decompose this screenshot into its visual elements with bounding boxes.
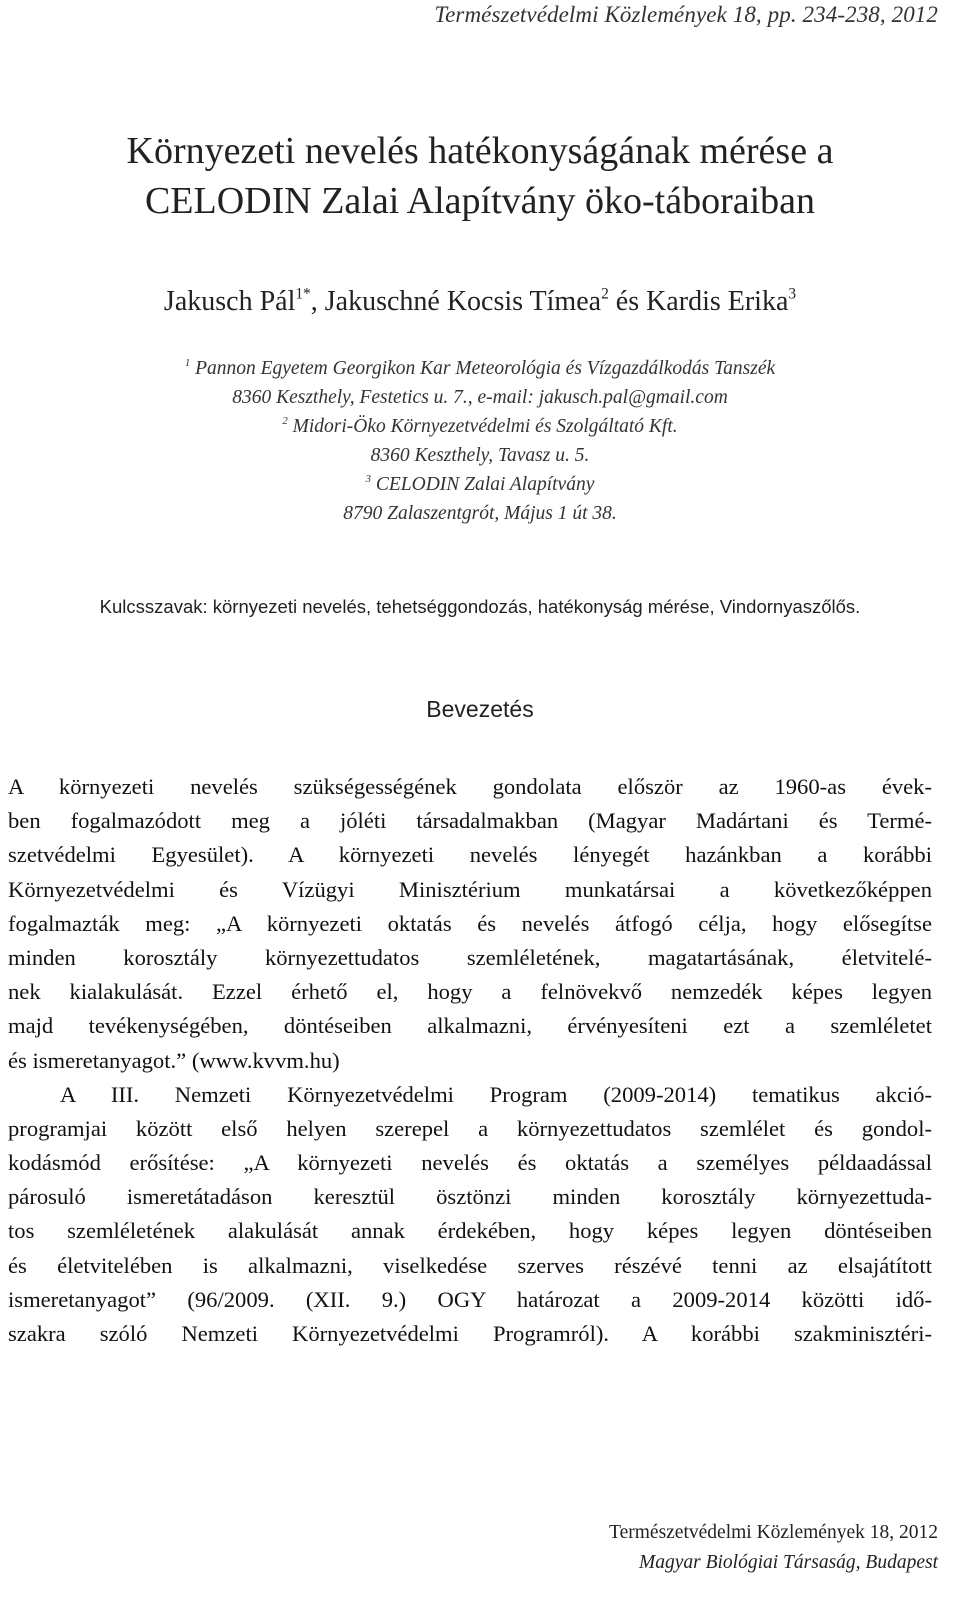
page-footer bbox=[609, 1518, 938, 1578]
footer-publisher: Magyar Biológiai Társaság, Budapest bbox=[638, 1552, 938, 1573]
body-line: ben fogalmazódott meg a jóléti társadalmakban (Magyar Madártani és Termé- bbox=[8, 808, 932, 834]
author-list bbox=[0, 286, 960, 318]
body-line: kodásmód erősítése: „A környezeti nevelés és oktatás a személyes példaadással bbox=[8, 1150, 932, 1176]
body-line: programjai között első helyen szerepel a környezettudatos szemlélet és gondol- bbox=[8, 1115, 932, 1141]
body-line: szakra szóló Nemzeti Környezetvédelmi Programról). A korábbi szakminisztéri- bbox=[8, 1321, 932, 1346]
author-name: Jakusch Pál bbox=[163, 286, 296, 317]
keywords: Kulcsszavak: környezeti nevelés, tehetséggondozás, hatékonyság mérése, Vindornyaszőlős. bbox=[99, 596, 861, 617]
paper-title bbox=[0, 126, 960, 226]
affiliation-line: $^3$ CELODIN Zalai Alapítvány bbox=[365, 472, 595, 495]
body-line: Környezetvédelmi és Vízügyi Minisztérium munkatársai a következőképpen bbox=[8, 876, 932, 902]
affiliation-line: 8360 Keszthely, Tavasz u. 5. bbox=[370, 445, 590, 466]
body-paragraphs bbox=[8, 770, 932, 1351]
body-line: nek kialakulását. Ezzel érhető el, hogy a felnövekvő nemzedék képes legyen bbox=[8, 979, 932, 1005]
body-line: minden korosztály környezettudatos szemléletének, magatartásának, életvitelé- bbox=[8, 944, 932, 970]
affiliations bbox=[0, 354, 960, 528]
body-line: tos szemléletének alakulását annak érdekében, hogy képes legyen döntéseiben bbox=[8, 1218, 932, 1244]
affiliation-line: 8360 Keszthely, Festetics u. 7., e-mail: jakusch.pal@gmail.com bbox=[232, 387, 728, 408]
affiliation-line: 8790 Zalaszentgrót, Május 1 út 38. bbox=[343, 503, 617, 524]
affiliation-line: $^2$ Midori-Öko Környezetvédelmi és Szolgáltató Kft. bbox=[282, 414, 678, 437]
footer-journal: Természetvédelmi Közlemények 18, 2012 bbox=[609, 1522, 938, 1543]
author-affiliation-mark: 2 bbox=[601, 285, 609, 303]
author-affiliation-mark: 1* bbox=[295, 285, 311, 303]
body-line: szetvédelmi Egyesület). A környezeti nevelés lényegét hazánkban a korábbi bbox=[8, 842, 932, 868]
body-line: párosuló ismeretátadáson keresztül ösztönzi minden korosztály környezettuda- bbox=[8, 1184, 932, 1210]
body-line: majd tevékenységében, döntéseiben alkalmazni, érvényesíteni ezt a szemléletet bbox=[8, 1013, 932, 1039]
title-line: CELODIN Zalai Alapítvány öko-táboraiban bbox=[144, 180, 816, 222]
body-line: és ismeretanyagot.” (www.kvvm.hu) bbox=[8, 1047, 340, 1073]
journal-header: Természetvédelmi Közlemények 18, pp. 234-238, 2012 bbox=[434, 2, 938, 27]
body-line: ismeretanyagot” (96/2009. (XII. 9.) OGY határozat a 2009-2014 közötti idő- bbox=[8, 1286, 932, 1312]
section-heading: Bevezetés bbox=[426, 696, 534, 722]
author-name: , Jakuschné Kocsis Tímea bbox=[310, 286, 602, 317]
body-line: és életvitelében is alkalmazni, viselkedése szerves részévé tenni az elsajátított bbox=[8, 1252, 932, 1278]
affiliation-line: $^1$ Pannon Egyetem Georgikon Kar Meteorológia és Vízgazdálkodás Tanszék bbox=[184, 356, 776, 379]
author-name: és Kardis Erika bbox=[608, 286, 789, 317]
body-line: A III. Nemzeti Környezetvédelmi Program (2009-2014) tematikus akció- bbox=[60, 1081, 932, 1107]
author-affiliation-mark: 3 bbox=[788, 285, 797, 303]
body-line: A környezeti nevelés szükségességének gondolata először az 1960-as évek- bbox=[8, 774, 932, 799]
body-line: fogalmazták meg: „A környezeti oktatás és nevelés átfogó célja, hogy elősegítse bbox=[8, 910, 932, 936]
title-line: Környezeti nevelés hatékonyságának mérése a bbox=[126, 130, 834, 172]
